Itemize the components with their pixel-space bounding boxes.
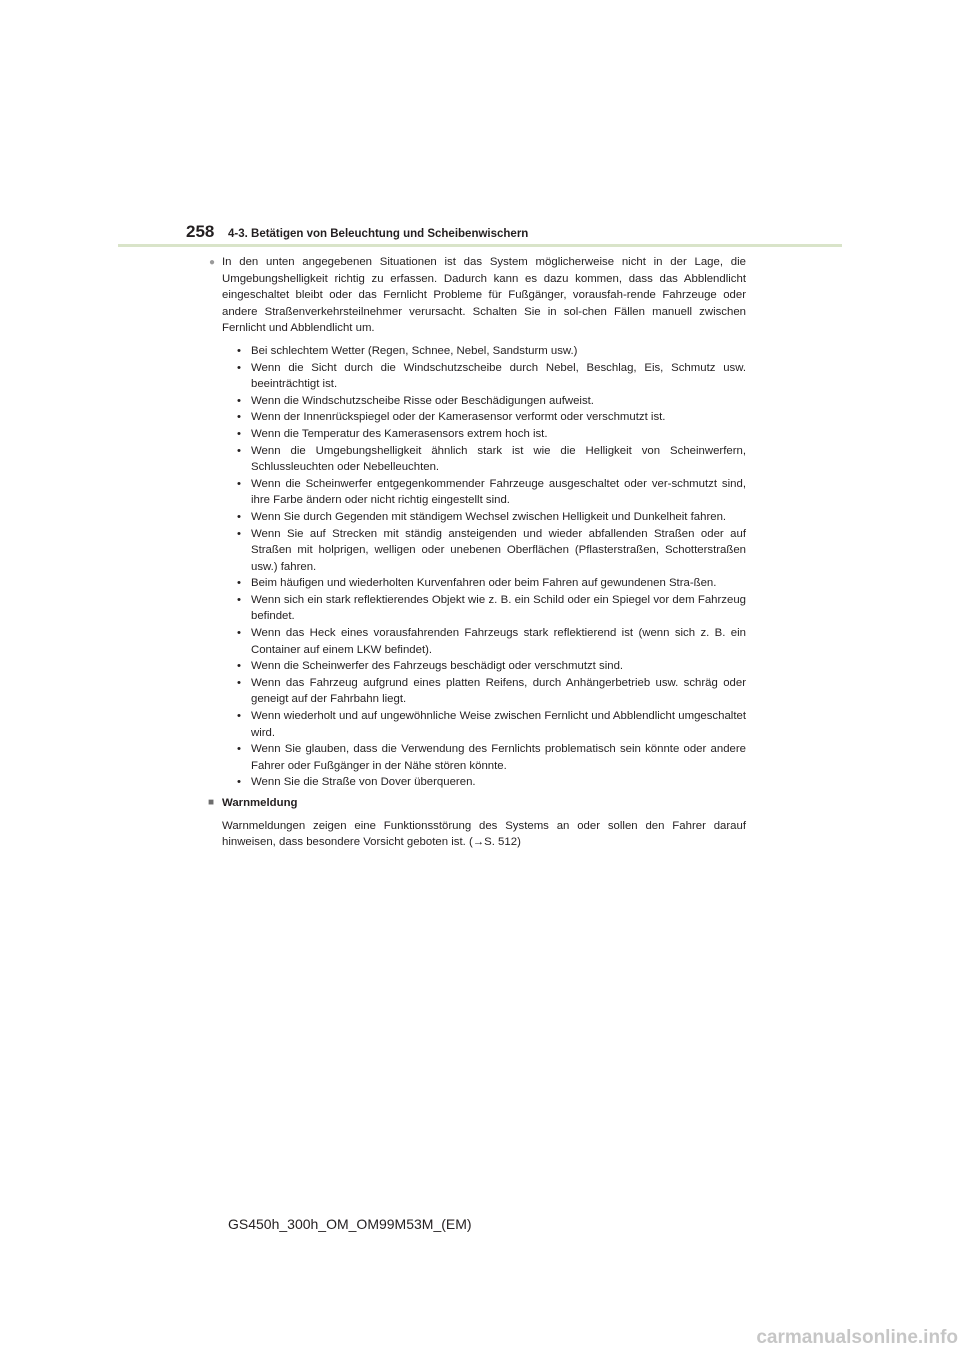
bullet-dot-icon: •: [237, 344, 241, 357]
list-item: [237, 393, 746, 410]
bullet-dot-icon: •: [237, 627, 241, 640]
list-item: [237, 625, 746, 658]
list-item-text: Wenn die Sicht durch die Windschutzscheibe durch Nebel, Beschlag, Eis, Schmutz usw. beeinträchtigt ist.: [251, 361, 746, 391]
list-item: [237, 526, 746, 576]
bullet-dot-icon: •: [237, 660, 241, 673]
list-item-text: Wenn die Windschutzscheibe Risse oder Beschädigungen aufweist.: [251, 394, 594, 407]
list-item: [237, 658, 746, 675]
list-item-text: Bei schlechtem Wetter (Regen, Schnee, Nebel, Sandsturm usw.): [251, 344, 578, 357]
page-number: 258: [186, 222, 215, 241]
bullet-dot-icon: •: [237, 577, 241, 590]
bullet-dot-icon: •: [237, 444, 241, 457]
list-item: [237, 426, 746, 443]
square-bullet-icon: ■: [208, 797, 215, 808]
bullet-dot-icon: •: [237, 710, 241, 723]
intro-text: In den unten angegebenen Situationen ist das System möglicherweise nicht in der Lage, die Umgebungshelligkeit richtig zu erfassen. Dadurch kann es dazu kommen, dass das Abblendlicht eingeschaltet bleibt oder das Fernlicht Probleme für Fußgänger, vorausfah-rende Fahrzeuge oder andere Straßenverkehrsteilnehmer verursacht. Schalten Sie in sol-chen Fällen manuell zwischen Fernlicht und Abblendlicht um.: [222, 256, 746, 335]
circle-bullet-icon: ●: [209, 257, 216, 268]
list-item-text: Wenn die Scheinwerfer entgegenkommender Fahrzeuge ausgeschaltet oder ver-schmutzt sind, ihre Farbe ändern oder nicht richtig eingestellt sind.: [251, 477, 746, 507]
list-item-text: Wenn die Temperatur des Kamerasensors extrem hoch ist.: [251, 427, 548, 440]
list-item-text: Beim häufigen und wiederholten Kurvenfahren oder beim Fahren auf gewundenen Stra-ßen.: [251, 577, 717, 590]
bullet-dot-icon: •: [237, 394, 241, 407]
list-item: [237, 675, 746, 708]
bullet-dot-icon: •: [237, 361, 241, 374]
list-item: [237, 476, 746, 509]
watermark: carmanualsonline.info: [756, 1327, 958, 1348]
list-item: [237, 575, 746, 592]
intro-paragraph: [209, 254, 746, 337]
list-item: [237, 708, 746, 741]
warning-heading-text: Warnmeldung: [222, 797, 298, 809]
list-item: [237, 409, 746, 426]
bullet-dot-icon: •: [237, 427, 241, 440]
page-content: [208, 254, 746, 851]
list-item: [237, 741, 746, 774]
list-item: [237, 360, 746, 393]
condition-list: [222, 343, 746, 791]
list-item-text: Wenn Sie auf Strecken mit ständig ansteigenden und wieder abfallenden Straßen oder auf Straßen mit holprigen, welligen oder unebenen Oberflächen (Pflasterstraßen, Schotterstraßen usw.) fahren.: [251, 527, 746, 573]
list-item-text: Wenn Sie die Straße von Dover überqueren.: [251, 776, 476, 789]
list-item-text: Wenn wiederholt und auf ungewöhnliche Weise zwischen Fernlicht und Abblendlicht umgeschaltet wird.: [251, 710, 746, 739]
bullet-dot-icon: •: [237, 510, 241, 523]
bullet-dot-icon: •: [237, 411, 241, 424]
document-code: GS450h_300h_OM_OM99M53M_(EM): [228, 1216, 472, 1232]
list-item-text: Wenn der Innenrückspiegel oder der Kamerasensor verformt oder verschmutzt ist.: [251, 411, 666, 424]
list-item: [237, 592, 746, 625]
list-item: [237, 509, 746, 526]
list-item: [237, 443, 746, 476]
bullet-dot-icon: •: [237, 527, 241, 540]
warning-paragraph: Warnmeldungen zeigen eine Funktionsstörung des Systems an oder sollen den Fahrer darauf hinweisen, dass besondere Vorsicht geboten ist. (→S. 512): [222, 819, 746, 849]
list-item-text: Wenn Sie durch Gegenden mit ständigem Wechsel zwischen Helligkeit und Dunkelheit fahren.: [251, 510, 727, 523]
list-item: [237, 774, 746, 791]
list-item-text: Wenn Sie glauben, dass die Verwendung des Fernlichts problematisch sein könnte oder andere Fahrer oder Fußgänger in der Nähe stören könnte.: [251, 743, 746, 772]
header-rule: [118, 244, 842, 247]
list-item-text: Wenn das Heck eines vorausfahrenden Fahrzeugs stark reflektierend ist (wenn sich z. B. ein Container auf einem LKW befindet).: [251, 627, 746, 656]
bullet-dot-icon: •: [237, 776, 241, 789]
list-item-text: Wenn die Scheinwerfer des Fahrzeugs beschädigt oder verschmutzt sind.: [251, 660, 624, 673]
bullet-dot-icon: •: [237, 593, 241, 606]
list-item-text: Wenn sich ein stark reflektierendes Objekt wie z. B. ein Schild oder ein Spiegel vor dem Fahrzeug befindet.: [251, 593, 746, 623]
list-item: [237, 343, 746, 360]
section-title: 4-3. Betätigen von Beleuchtung und Scheibenwischern: [228, 228, 529, 240]
bullet-dot-icon: •: [237, 676, 241, 689]
list-item-text: Wenn die Umgebungshelligkeit ähnlich stark ist wie die Helligkeit von Scheinwerfern, Schlussleuchten oder Nebelleuchten.: [251, 444, 746, 474]
bullet-dot-icon: •: [237, 743, 241, 756]
list-item-text: Wenn das Fahrzeug aufgrund eines platten Reifens, durch Anhängerbetrieb usw. schräg oder geneigt auf der Fahrbahn liegt.: [251, 676, 746, 706]
warning-heading: [208, 795, 746, 812]
bullet-dot-icon: •: [237, 477, 241, 490]
